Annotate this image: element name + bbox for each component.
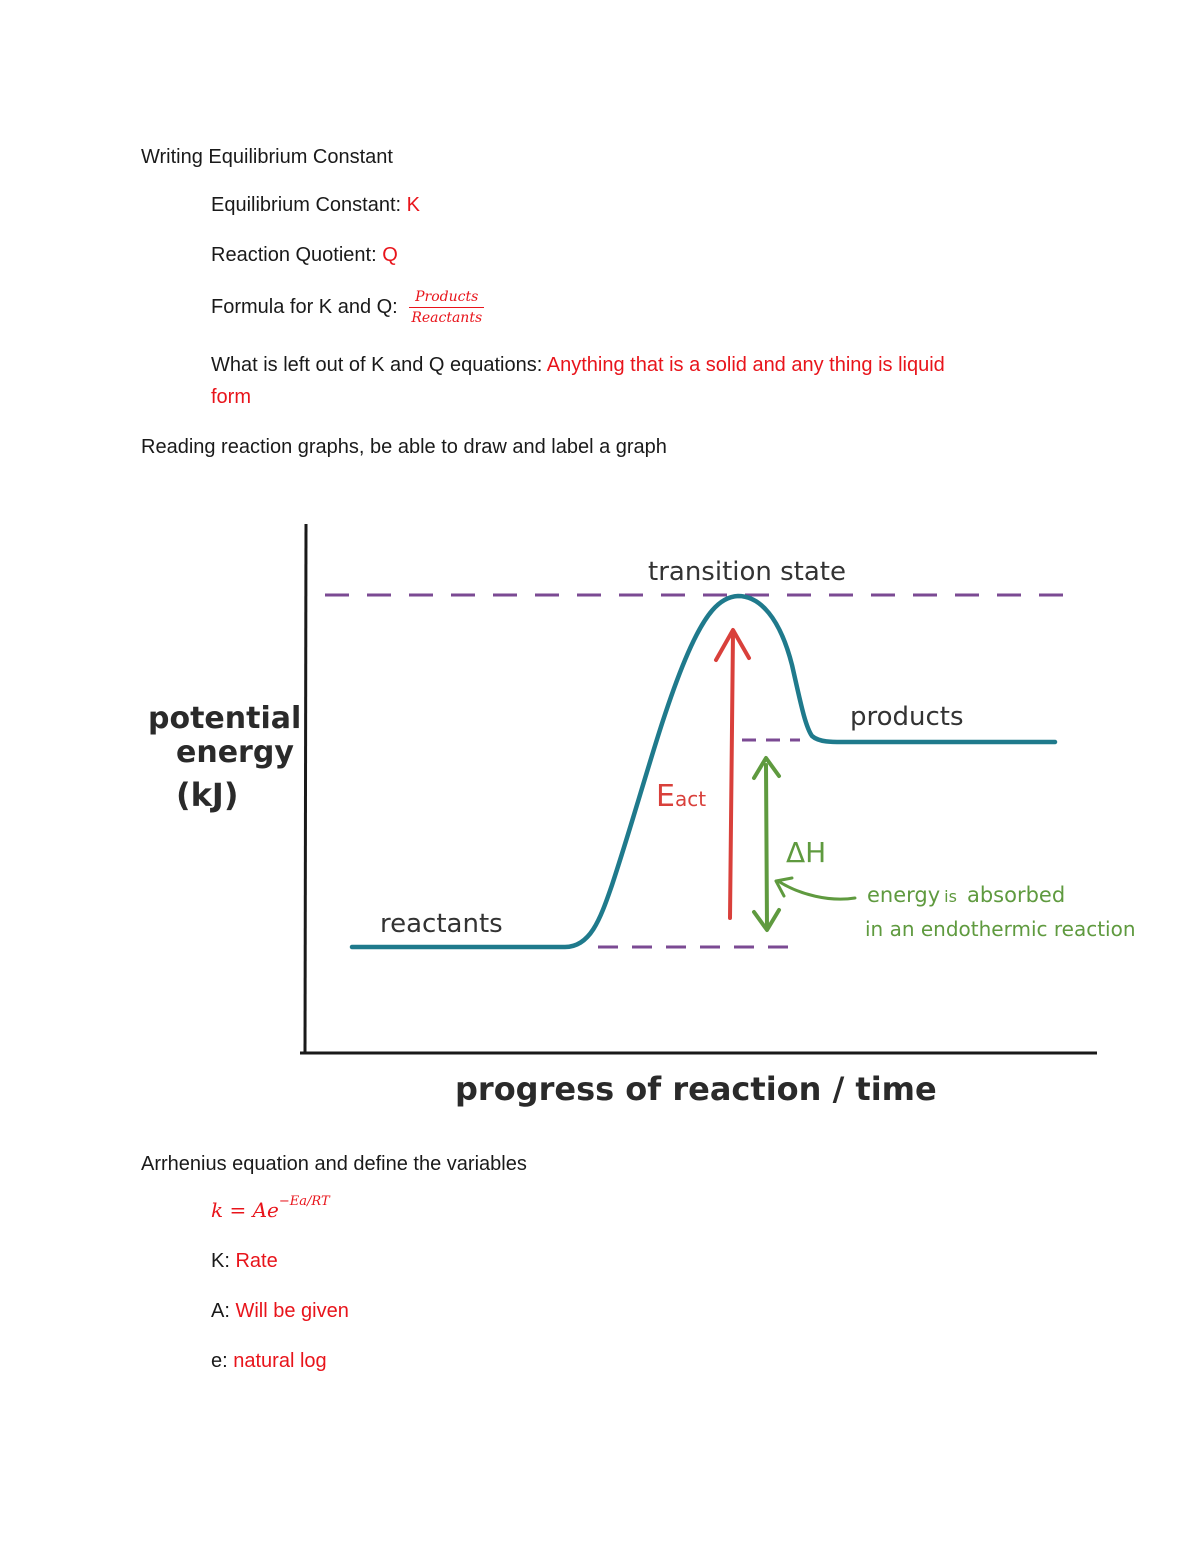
note-line1-a: energy bbox=[867, 883, 941, 907]
note-line1-c: absorbed bbox=[966, 883, 1066, 907]
y-axis-label-line3: (kJ) bbox=[176, 776, 239, 814]
formula-denominator: Reactants bbox=[411, 310, 483, 327]
formula-row bbox=[211, 285, 484, 329]
left-out-label: What is left out of K and Q equations: bbox=[211, 354, 543, 376]
delta-h-arrow-shaft bbox=[766, 765, 767, 928]
var-k-row bbox=[211, 1249, 278, 1273]
formula-numerator: Products bbox=[409, 289, 484, 308]
var-e-value: natural log bbox=[233, 1350, 327, 1372]
y-axis bbox=[305, 524, 306, 1053]
section-title-arrhenius: Arrhenius equation and define the variables bbox=[141, 1153, 527, 1175]
var-a-label: A: bbox=[211, 1300, 230, 1322]
formula-label: Formula for K and Q: bbox=[211, 296, 398, 318]
arrhenius-equation-main: k = Ae bbox=[211, 1198, 279, 1222]
products-label: products bbox=[850, 702, 964, 732]
x-axis-label: progress of reaction / time bbox=[455, 1070, 937, 1108]
k-definition-row bbox=[211, 193, 420, 217]
note-line1-b: is bbox=[944, 887, 957, 906]
var-a-row bbox=[211, 1299, 349, 1323]
e-act-label-main: E bbox=[656, 779, 675, 814]
e-act-label-sub: act bbox=[674, 787, 707, 811]
reactants-label: reactants bbox=[380, 909, 503, 939]
delta-h-label: ΔH bbox=[786, 836, 827, 869]
left-out-value-line1: Anything that is a solid and any thing is liquid bbox=[546, 354, 945, 376]
arrhenius-equation bbox=[211, 1194, 330, 1222]
note-line2: in an endothermic reaction bbox=[865, 917, 1136, 941]
note-callout-arrow bbox=[778, 881, 855, 899]
note-line1 bbox=[867, 883, 1065, 907]
energy-diagram bbox=[0, 500, 1200, 1120]
var-k-label: K: bbox=[211, 1250, 230, 1272]
section-title-graphs: Reading reaction graphs, be able to draw and label a graph bbox=[141, 436, 667, 458]
var-e-row bbox=[211, 1349, 327, 1373]
e-act-label bbox=[656, 779, 706, 814]
left-out-row bbox=[211, 353, 945, 377]
var-k-value: Rate bbox=[235, 1250, 278, 1272]
e-act-arrow-shaft bbox=[730, 632, 733, 918]
var-a-value: Will be given bbox=[235, 1300, 349, 1322]
q-label: Reaction Quotient: bbox=[211, 244, 377, 266]
q-value: Q bbox=[382, 244, 398, 266]
y-axis-label-line1: potential bbox=[148, 701, 302, 736]
k-value: K bbox=[406, 194, 420, 216]
left-out-value-line2: form bbox=[211, 386, 251, 408]
k-label: Equilibrium Constant: bbox=[211, 194, 402, 216]
arrhenius-equation-exponent: −Ea/RT bbox=[278, 1194, 330, 1210]
q-definition-row bbox=[211, 243, 398, 267]
y-axis-label-line2: energy bbox=[176, 735, 294, 770]
transition-state-label: transition state bbox=[648, 557, 846, 587]
var-e-label: e: bbox=[211, 1350, 228, 1372]
section-title-equilibrium: Writing Equilibrium Constant bbox=[141, 146, 393, 168]
formula-fraction bbox=[409, 289, 484, 326]
